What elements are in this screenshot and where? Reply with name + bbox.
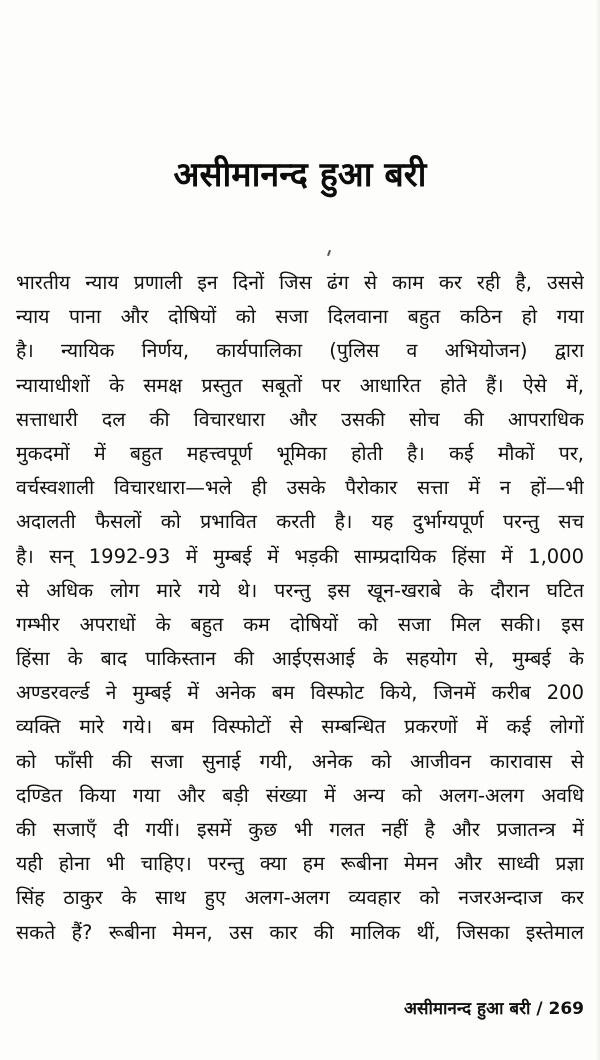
- text-line: सत्ताधारी दल की विचारधारा और उसकी सोच की आपराधिक: [16, 407, 584, 431]
- footer-running-title: असीमानन्द हुआ बरी: [403, 999, 531, 1019]
- text-line: को फाँसी की सजा सुनाई गयी, अनेक को आजीवन कारावास से: [16, 749, 584, 773]
- text-line: दण्डित किया गया और बड़ी संख्या में अन्य को अलग-अलग अवधि: [16, 783, 584, 807]
- text-line: वर्चस्वशाली विचारधारा—भले ही उसके पैरोकार सत्ता में न हों—भी: [16, 476, 584, 500]
- text-line: है। सन् 1992-93 में मुम्बई में भड़की साम्प्रदायिक हिंसा में 1,000: [16, 544, 584, 568]
- scan-edge-shadow: [596, 0, 600, 1060]
- text-line: यही होना भी चाहिए। परन्तु क्या हम रूबीना मेमन और साध्वी प्रज्ञा: [16, 852, 584, 876]
- chapter-title: असीमानन्द हुआ बरी: [173, 155, 427, 195]
- text-line: है। न्यायिक निर्णय, कार्यपालिका (पुलिस व अभियोजन) द्वारा: [16, 339, 584, 363]
- scan-speck: [327, 250, 331, 256]
- text-line: सकते हैं? रूबीना मेमन, उस कार की मालिक थीं, जिसका इस्तेमाल: [16, 920, 584, 944]
- text-line: व्यक्ति मारे गये। बम विस्फोटों से सम्बन्धित प्रकरणों में कई लोगों: [16, 715, 584, 739]
- footer-separator: /: [536, 999, 543, 1019]
- text-line: भारतीय न्याय प्रणाली इन दिनों जिस ढंग से काम कर रही है, उससे: [16, 271, 584, 294]
- page-number: 269: [548, 999, 584, 1019]
- text-line: सिंह ठाकुर के साथ हुए अलग-अलग व्यवहार को नजरअन्दाज कर: [16, 886, 584, 910]
- text-line: न्याय पाना और दोषियों को सजा दिलवाना बहुत कठिन हो गया: [16, 305, 584, 329]
- text-line: न्यायाधीशों के समक्ष प्रस्तुत सबूतों पर आधारित होते हैं। ऐसे में,: [16, 373, 584, 397]
- text-line: हिंसा के बाद पाकिस्तान की आईएसआई के सहयोग से, मुम्बई के: [16, 647, 584, 671]
- text-line: अण्डरवर्ल्ड ने मुम्बई में अनेक बम विस्फोट किये, जिनमें करीब 200: [16, 681, 584, 705]
- page-footer: [404, 996, 584, 1019]
- text-line: से अधिक लोग मारे गये थे। परन्तु इस खून-खराबे के दौरान घटित: [16, 578, 584, 602]
- text-line: अदालती फैसलों को प्रभावित करती है। यह दुर्भाग्यपूर्ण परन्तु सच: [16, 510, 584, 534]
- text-line: मुकदमों में बहुत महत्त्वपूर्ण भूमिका होती है। कई मौकों पर,: [16, 441, 584, 465]
- text-line: की सजाएँ दी गयीं। इसमें कुछ भी गलत नहीं है और प्रजातन्त्र में: [16, 818, 584, 841]
- text-line: गम्भीर अपराधों के बहुत कम दोषियों को सजा मिल सकी। इस: [16, 612, 584, 636]
- body-paragraph: [16, 266, 584, 950]
